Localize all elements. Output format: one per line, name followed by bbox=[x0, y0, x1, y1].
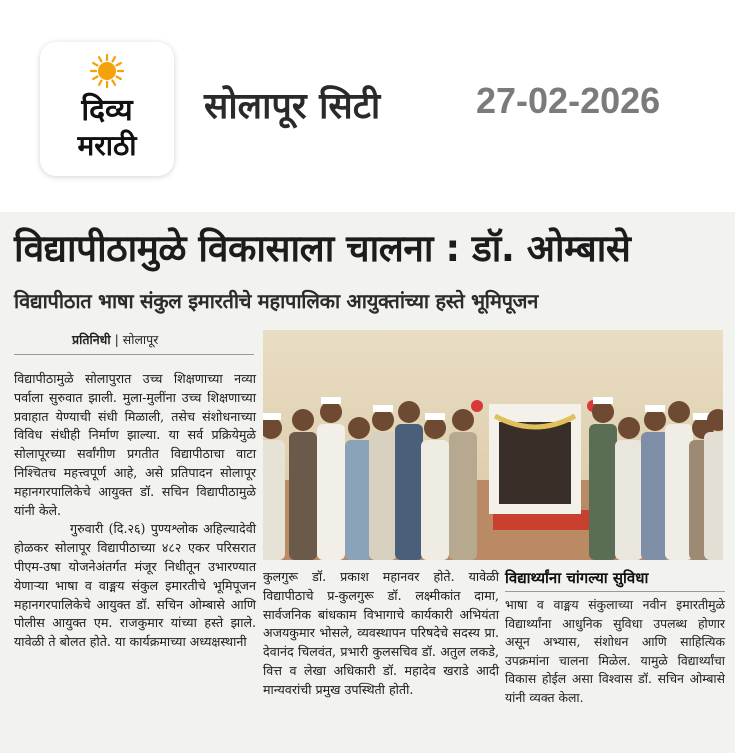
divya-marathi-logo[interactable] bbox=[40, 42, 174, 176]
photo-person-head bbox=[618, 417, 640, 439]
byline-divider bbox=[14, 354, 254, 355]
photo-person bbox=[421, 440, 449, 560]
photo-person bbox=[263, 440, 285, 560]
photo-person-head bbox=[348, 417, 370, 439]
sidebar-heading: विद्यार्थ्यांना चांगल्या सुविधा bbox=[505, 568, 725, 592]
photo-person-head bbox=[398, 401, 420, 423]
article-paragraph-2: गुरुवारी (दि.२६) पुण्यश्लोक अहिल्यादेवी होळकर सोलापूर विद्यापीठाच्या ४८२ एकर परिसरात पीएम-उषा योजनेअंतर्गत मंजूर निधीतून उभारण्यात येणाऱ्या भाषा व वाङ्मय संकुल इमारतीचे भूमिपूजन महानगरपालिकेचे आयुक्त डॉ. सचिन ओम्बासे आणि पोलीस आयुक्त एम. राजकुमार यांच्या हस्ते झाले. यावेळी ते बोलत होते. या कार्यक्रमाच्या अध्यक्षस्थानी bbox=[14, 521, 256, 650]
article-subheadline: विद्यापीठात भाषा संकुल इमारतीचे महापालिका आयुक्तांच्या हस्ते भूमिपूजन bbox=[14, 289, 539, 313]
edition-name: सोलापूर सिटी bbox=[204, 86, 381, 127]
byline-place: सोलापूर bbox=[122, 332, 159, 347]
sidebar-box bbox=[505, 568, 725, 708]
sidebar-text: भाषा व वाङ्मय संकुलाच्या नवीन इमारतीमुळे विद्यार्थ्यांना आधुनिक सुविधा उपलब्ध होणार असून अभ्यास, संशोधन आणि साहित्यिक उपक्रमांना चालना मिळेल. यामुळे विद्यार्थ्यांचा विकास होईल असा विश्वास डॉ. सचिन ओम्बासे यांनी व्यक्त केला. bbox=[505, 597, 725, 705]
photo-person-cap bbox=[425, 413, 445, 420]
photo-person bbox=[369, 432, 397, 560]
logo-text-marathi: मराठी bbox=[77, 129, 137, 162]
photo-person bbox=[317, 424, 345, 560]
photo-person-cap bbox=[321, 397, 341, 404]
photo-person-head bbox=[592, 401, 614, 423]
app-header bbox=[0, 0, 735, 190]
article-column-middle: कुलगुरू डॉ. प्रकाश महानवर होते. यावेळी विद्यापीठाचे प्र-कुलगुरू डॉ. लक्ष्मीकांत दामा, सार्वजनिक बांधकाम विभागाचे कार्यकारी अभियंता अजयकुमार भोसले, व्यवस्थापन परिषदेचे सदस्य प्रा. देवानंद चिलवंत, प्रभारी कुलसचिव डॉ. अतुल लकडे, वित्त व लेखा अधिकारी डॉ. महादेव खराडे आदी मान्यवरांची प्रमुख उपस्थिती होती. bbox=[263, 569, 499, 697]
photo-person-cap bbox=[593, 397, 613, 404]
photo-person bbox=[704, 432, 723, 560]
photo-person bbox=[289, 432, 317, 560]
photo-person-head bbox=[668, 401, 690, 423]
article-photo[interactable] bbox=[263, 330, 723, 560]
article-column-left bbox=[14, 370, 256, 652]
photo-person bbox=[615, 440, 643, 560]
photo-person-head bbox=[372, 409, 394, 431]
photo-person-cap bbox=[263, 413, 281, 420]
photo-person bbox=[641, 432, 669, 560]
photo-person bbox=[449, 432, 477, 560]
photo-person-head bbox=[424, 417, 446, 439]
photo-person bbox=[665, 424, 693, 560]
logo-text-divya: दिव्य bbox=[81, 93, 133, 128]
photo-person bbox=[395, 424, 423, 560]
edition-date: 27-02-2026 bbox=[476, 80, 661, 121]
photo-person-head bbox=[292, 409, 314, 431]
photo-person-head bbox=[644, 409, 666, 431]
article-paragraph-1: विद्यापीठामुळे सोलापुरात उच्च शिक्षणाच्या नव्या पर्वाला सुरुवात झाली. मुला-मुलींना उच्च शिक्षणाच्या प्रवाहात येण्याची संधी मिळाली, तसेच संशोधनाच्या विविध संधीही निर्माण झाल्या. या सर्व प्रक्रियेमुळे सोलापूरच्या सर्वांगीण प्रगतीत विद्यापीठाचा वाटा निश्चितच महत्त्वपूर्ण आहे, असे प्रतिपादन सोलापूर महानगरपालिकेचे आयुक्त डॉ. सचिन विद्यापीठामुळे यांनी केले. bbox=[14, 371, 256, 518]
photo-person-head bbox=[320, 401, 342, 423]
bhoomipujan-photo bbox=[263, 330, 723, 560]
byline-author: प्रतिनिधी bbox=[72, 332, 111, 347]
article-headline: विद्यापीठामुळे विकासाला चालना : डॉ. ओम्बासे bbox=[14, 227, 631, 270]
byline-separator: | bbox=[114, 332, 119, 347]
photo-person-cap bbox=[645, 405, 665, 412]
photo-person bbox=[589, 424, 617, 560]
article-byline bbox=[72, 331, 158, 348]
plaque-stand bbox=[471, 400, 599, 514]
photo-person-head bbox=[452, 409, 474, 431]
photo-person bbox=[345, 440, 373, 560]
photo-person-cap bbox=[373, 405, 393, 412]
sun-icon bbox=[90, 54, 124, 88]
